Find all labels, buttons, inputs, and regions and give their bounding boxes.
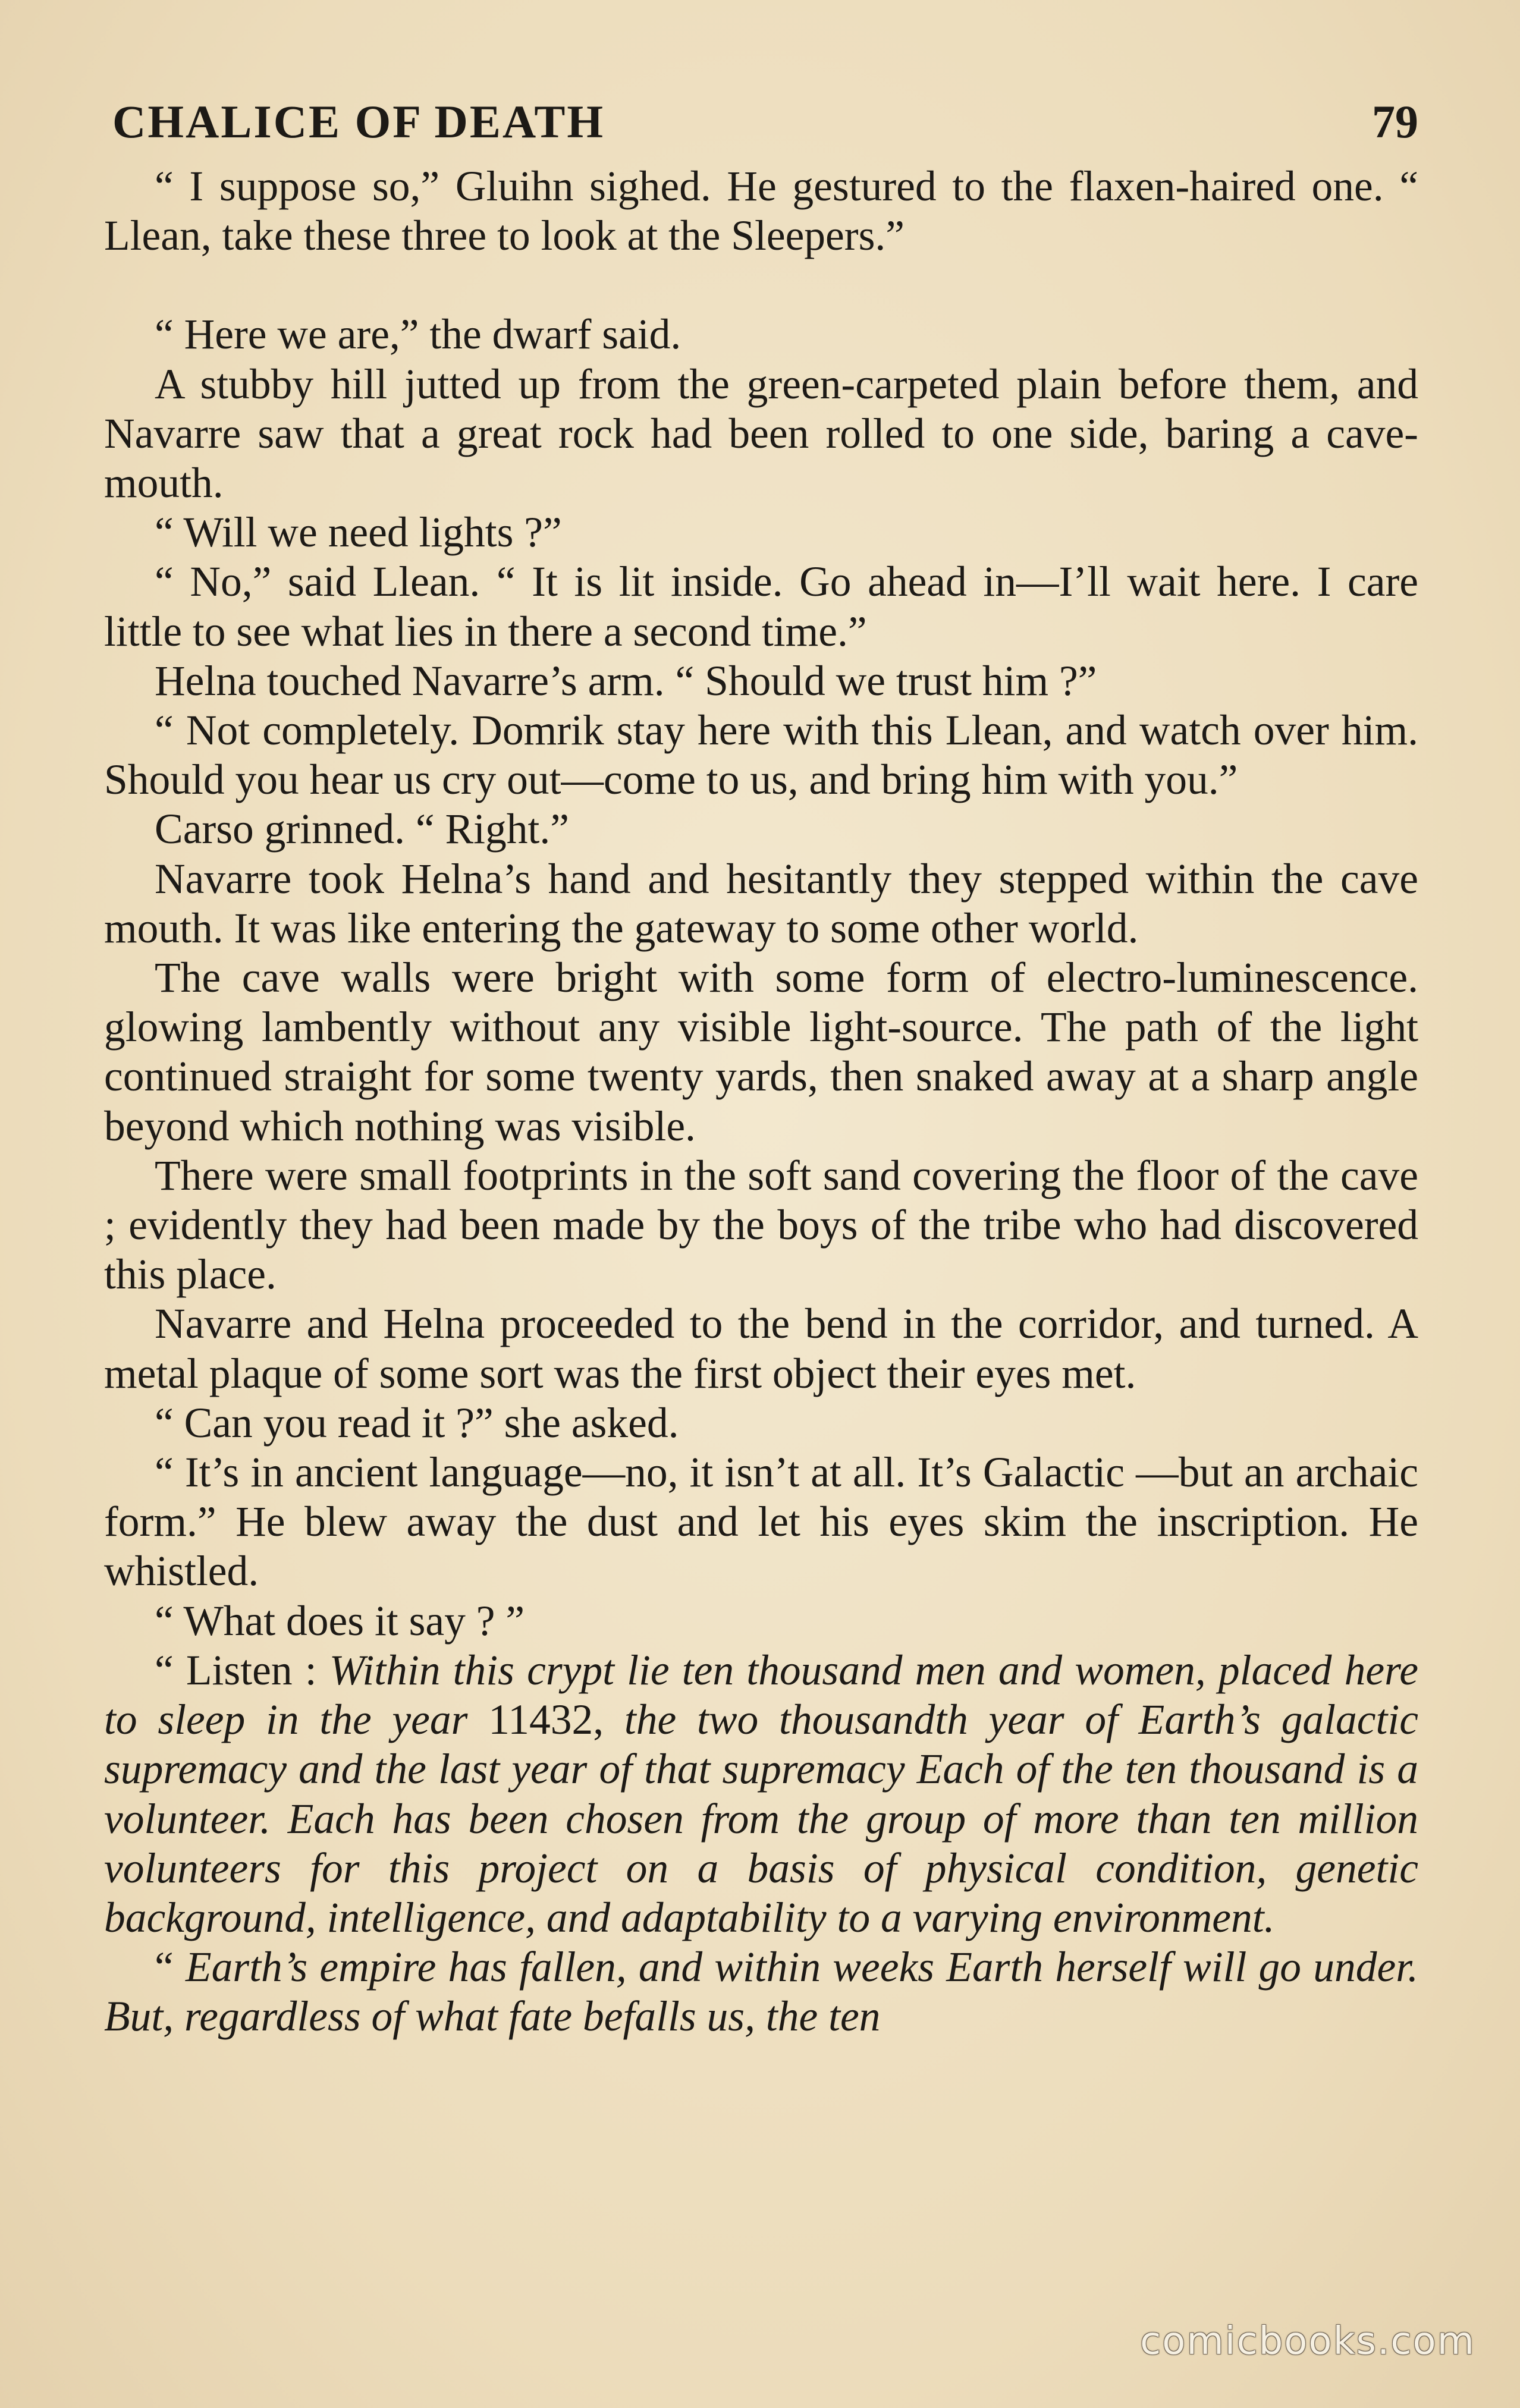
inscription-paragraph: [104, 1942, 1418, 2041]
paragraph: “ No,” said Llean. “ It is lit inside. Go ahead in—I’ll wait here. I care little to see what lies in there a second time.”: [104, 558, 1418, 655]
page-number: 79: [1372, 96, 1418, 147]
paragraph: “ Will we need lights ?”: [155, 509, 562, 557]
paragraph: Navarre and Helna proceeded to the bend in the corridor, and turned. A metal plaque of some sort was the first object their eyes met.: [104, 1300, 1418, 1397]
paragraph: Navarre took Helna’s hand and hesitantly they stepped within the cave mouth. It was like entering the gateway to some other world.: [104, 855, 1418, 952]
paragraph: “ I suppose so,” Gluihn sighed. He gestured to the flaxen-haired one. “ Llean, take these three to look at the Sleepers.”: [104, 163, 1418, 260]
paragraph: “ Can you read it ?” she asked.: [155, 1399, 679, 1447]
paragraph: Carso grinned. “ Right.”: [155, 806, 569, 853]
running-head: CHALICE OF DEATH: [112, 96, 605, 147]
paragraph: “ Not completely. Domrik stay here with this Llean, and watch over him. Should you hear us cry out—come to us, and bring him with you.”: [104, 707, 1418, 804]
inscription-text: the two thousandth year of Earth’s galactic supremacy and the last year of that supremacy Each of the ten thousand is a volunteer. Each has been chosen from the group of more than ten million volunteers for this project on a basis of physical condition, genetic background, intelligence, and adaptability to a varying environment.: [104, 1696, 1418, 1941]
inscription-paragraph: [104, 1646, 1418, 1942]
inscription-year: 11432,: [488, 1696, 604, 1744]
inscription-quote-mark: “: [155, 1944, 186, 1991]
page-header: [104, 89, 1418, 155]
book-page: [104, 89, 1418, 2337]
inscription-text: Within this crypt lie ten thousand men and women, placed here to sleep in the year: [104, 1646, 1418, 1744]
paragraph: “ It’s in ancient language—no, it isn’t at all. It’s Galactic —but an archaic form.” He blew away the dust and let his eyes skim the inscription. He whistled.: [104, 1449, 1418, 1595]
paragraph: Helna touched Navarre’s arm. “ Should we trust him ?”: [155, 657, 1097, 705]
body-text: [104, 162, 1418, 2042]
watermark: comicbooks.com: [1139, 2319, 1475, 2363]
paragraph: “ What does it say ? ”: [155, 1597, 525, 1645]
inscription-intro: “ Listen :: [155, 1646, 329, 1694]
paragraph: “ Here we are,” the dwarf said.: [155, 311, 682, 359]
paragraph: A stubby hill jutted up from the green-carpeted plain before them, and Navarre saw that a great rock had been rolled to one side, baring a cave-mouth.: [104, 360, 1418, 507]
inscription-text: Earth’s empire has fallen, and within weeks Earth herself will go under. But, regardless of what fate befalls us, the ten: [104, 1944, 1418, 2041]
paragraph: There were small footprints in the soft sand covering the floor of the cave ; evidently they had been made by the boys of the tribe who had discovered this place.: [104, 1152, 1418, 1299]
paragraph: The cave walls were bright with some form of electro-luminescence. glowing lambently without any visible light-source. The path of the light continued straight for some twenty yards, then snaked away at a sharp angle beyond which nothing was visible.: [104, 954, 1418, 1150]
